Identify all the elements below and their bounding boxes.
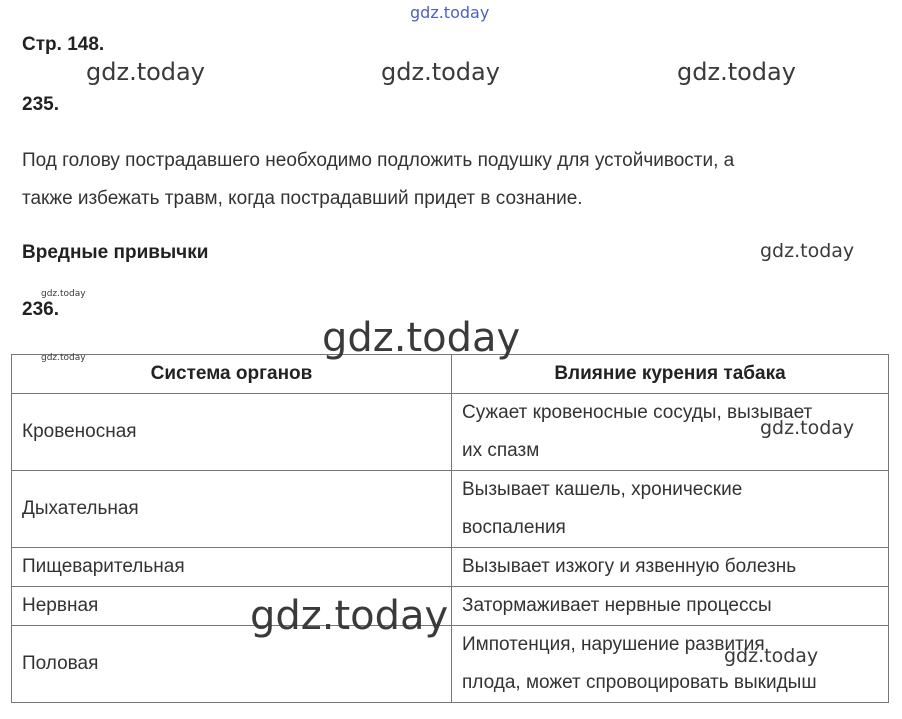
watermark: gdz.today xyxy=(381,58,500,86)
effect-line: Импотенция, нарушение развития xyxy=(462,634,765,655)
section-heading: Вредные привычки xyxy=(22,242,209,263)
header-organ-system: Система органов xyxy=(12,355,452,394)
watermark: gdz.today xyxy=(41,353,86,363)
watermark: gdz.today xyxy=(724,645,819,667)
table-row xyxy=(12,548,889,587)
organ-system-cell: Пищеварительная xyxy=(12,548,452,587)
effect-line: плода, может спровоцировать выкидыш xyxy=(462,672,817,693)
watermark: gdz.today xyxy=(86,58,205,86)
header-smoking-effect: Влияние курения табака xyxy=(452,355,889,394)
paragraph-line-2: также избежать травм, когда пострадавший придет в сознание. xyxy=(22,188,583,209)
organ-system-cell: Половая xyxy=(12,626,452,703)
organ-system-cell: Кровеносная xyxy=(12,394,452,471)
table-row xyxy=(12,394,889,471)
effect-cell: Затормаживает нервные процессы xyxy=(452,587,889,626)
watermark-top: gdz.today xyxy=(410,3,490,22)
organ-system-cell: Нервная xyxy=(12,587,452,626)
effect-line: воспаления xyxy=(462,517,566,538)
effect-cell xyxy=(452,471,889,548)
effect-cell xyxy=(452,626,889,703)
watermark: gdz.today xyxy=(677,58,796,86)
task-number-235: 235. xyxy=(22,94,59,115)
table-row xyxy=(12,587,889,626)
effect-line: Сужает кровеносные сосуды, вызывает xyxy=(462,402,813,423)
watermark: gdz.today xyxy=(322,315,521,361)
watermark: gdz.today xyxy=(760,417,855,439)
page-number: Стр. 148. xyxy=(22,34,105,55)
watermark: gdz.today xyxy=(250,593,449,639)
watermark: gdz.today xyxy=(41,289,86,299)
effect-line: Вызывает кашель, хронические xyxy=(462,479,743,500)
paragraph-line-1: Под голову пострадавшего необходимо подложить подушку для устойчивости, а xyxy=(22,150,735,171)
task-number-236: 236. xyxy=(22,299,59,320)
table-row xyxy=(12,471,889,548)
effect-line: их спазм xyxy=(462,440,540,461)
organ-system-cell: Дыхательная xyxy=(12,471,452,548)
effect-cell: Вызывает изжогу и язвенную болезнь xyxy=(452,548,889,587)
watermark: gdz.today xyxy=(760,240,855,262)
